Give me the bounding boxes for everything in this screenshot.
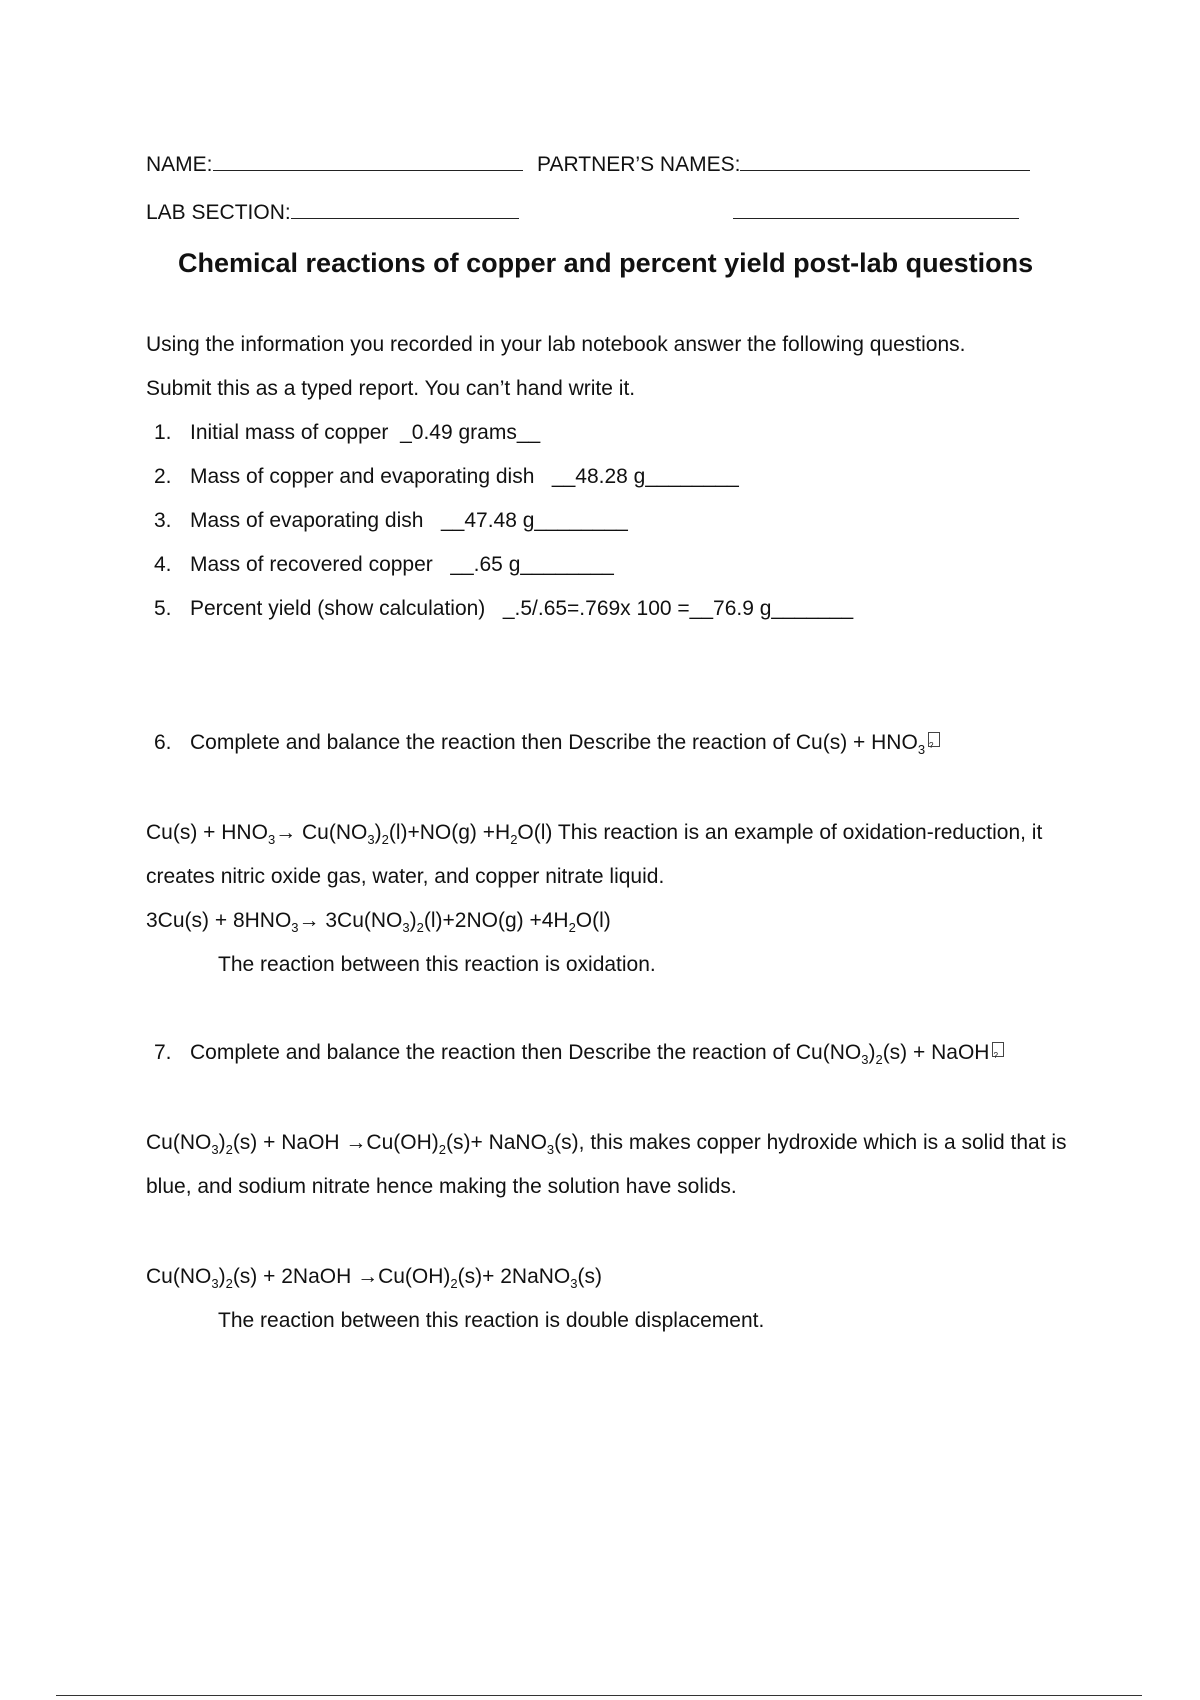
question-number: 1. xyxy=(154,421,172,444)
subscript: 3 xyxy=(861,1052,869,1068)
intro-line-2: Submit this as a typed report. You can’t hand write it. xyxy=(146,377,636,400)
question-4 xyxy=(154,552,614,578)
question-number: 2. xyxy=(154,465,172,488)
question-label: Percent yield (show calculation) xyxy=(190,597,486,620)
question-1 xyxy=(154,420,540,446)
question-7-answer-line-2: blue, and sodium nitrate hence making the solution have solids. xyxy=(146,1175,737,1198)
partners-blank[interactable] xyxy=(740,150,1030,171)
question-answer: __48.28 g________ xyxy=(551,465,739,488)
name-label: NAME: xyxy=(146,153,213,176)
missing-glyph-icon: ? xyxy=(928,732,940,747)
question-answer: __47.48 g________ xyxy=(440,509,628,532)
equation: $Cu(s) + HNO_3\to Cu(NO_3)_2(l)+NO(g) +H_2O(l)$ xyxy=(146,821,553,848)
partners-blank-2[interactable] xyxy=(733,198,1019,219)
question-6-prompt xyxy=(154,730,940,756)
question-number: 6. xyxy=(154,731,172,754)
partners-label: PARTNER’S NAMES: xyxy=(537,153,741,176)
question-label: Mass of evaporating dish xyxy=(190,509,424,532)
answer-description: This reaction is an example of oxidation-reduction, it xyxy=(552,821,1043,844)
lab-section-blank[interactable] xyxy=(291,198,519,219)
question-3 xyxy=(154,508,628,534)
question-5 xyxy=(154,596,853,622)
question-answer: _.5/.65=.769x 100 =__76.9 g_______ xyxy=(502,597,854,620)
question-label: Mass of copper and evaporating dish xyxy=(190,465,535,488)
question-7-balanced-equation: $Cu(NO_3)_2(s)$ + 2NaOH $\to Cu(OH)_2(s)+$ 2NaNO$_3$(s) xyxy=(146,1265,602,1292)
question-number: 5. xyxy=(154,597,172,620)
question-7-text: Complete and balance the reaction then Describe the reaction of Cu(NO xyxy=(190,1041,862,1064)
question-6-answer-line-2: creates nitric oxide gas, water, and copper nitrate liquid. xyxy=(146,865,665,888)
answer-description: , this makes copper hydroxide which is a solid that is xyxy=(578,1131,1067,1154)
question-label: Mass of recovered copper xyxy=(190,553,433,576)
question-number: 3. xyxy=(154,509,172,532)
partners-line xyxy=(537,150,1030,178)
name-blank[interactable] xyxy=(213,150,523,171)
question-7-answer-line-1 xyxy=(146,1130,1067,1156)
page-title: Chemical reactions of copper and percent yield post-lab questions xyxy=(178,248,1034,278)
question-7-prompt xyxy=(154,1040,1004,1066)
bottom-rule xyxy=(56,1695,1142,1696)
question-number: 7. xyxy=(154,1041,172,1064)
question-6-answer-line-1 xyxy=(146,820,1042,846)
question-number: 4. xyxy=(154,553,172,576)
question-answer: __.65 g________ xyxy=(450,553,614,576)
question-7-note: The reaction between this reaction is double displacement. xyxy=(218,1309,765,1332)
partners-line-2 xyxy=(733,198,1019,226)
question-6-balanced-equation: $3Cu(s) + 8HNO_3\to 3Cu(NO_3)_2(l)+2NO(g) +4H_2O(l)$ xyxy=(146,909,611,936)
question-6-text: Complete and balance the reaction then Describe the reaction of Cu(s) + HNO xyxy=(190,731,918,754)
lab-section-label: LAB SECTION: xyxy=(146,201,291,224)
subscript: 3 xyxy=(917,742,926,758)
intro-line-1: Using the information you recorded in your lab notebook answer the following questions. xyxy=(146,333,966,356)
equation: $Cu(NO_3)_2(s)$ + NaOH $\to Cu(OH)_2(s)+$ NaNO$_3$(s) xyxy=(146,1131,579,1158)
question-6-note: The reaction between this reaction is oxidation. xyxy=(218,953,656,976)
question-7-text-end: (s) + NaOH xyxy=(882,1041,990,1064)
question-2 xyxy=(154,464,739,490)
lab-section-line xyxy=(146,198,519,226)
name-line xyxy=(146,150,523,178)
question-answer: _0.49 grams__ xyxy=(400,421,541,444)
missing-glyph-icon: ? xyxy=(992,1042,1004,1057)
question-7-paren: ) xyxy=(868,1041,876,1064)
subscript: 2 xyxy=(875,1052,883,1068)
question-label: Initial mass of copper xyxy=(190,421,389,444)
